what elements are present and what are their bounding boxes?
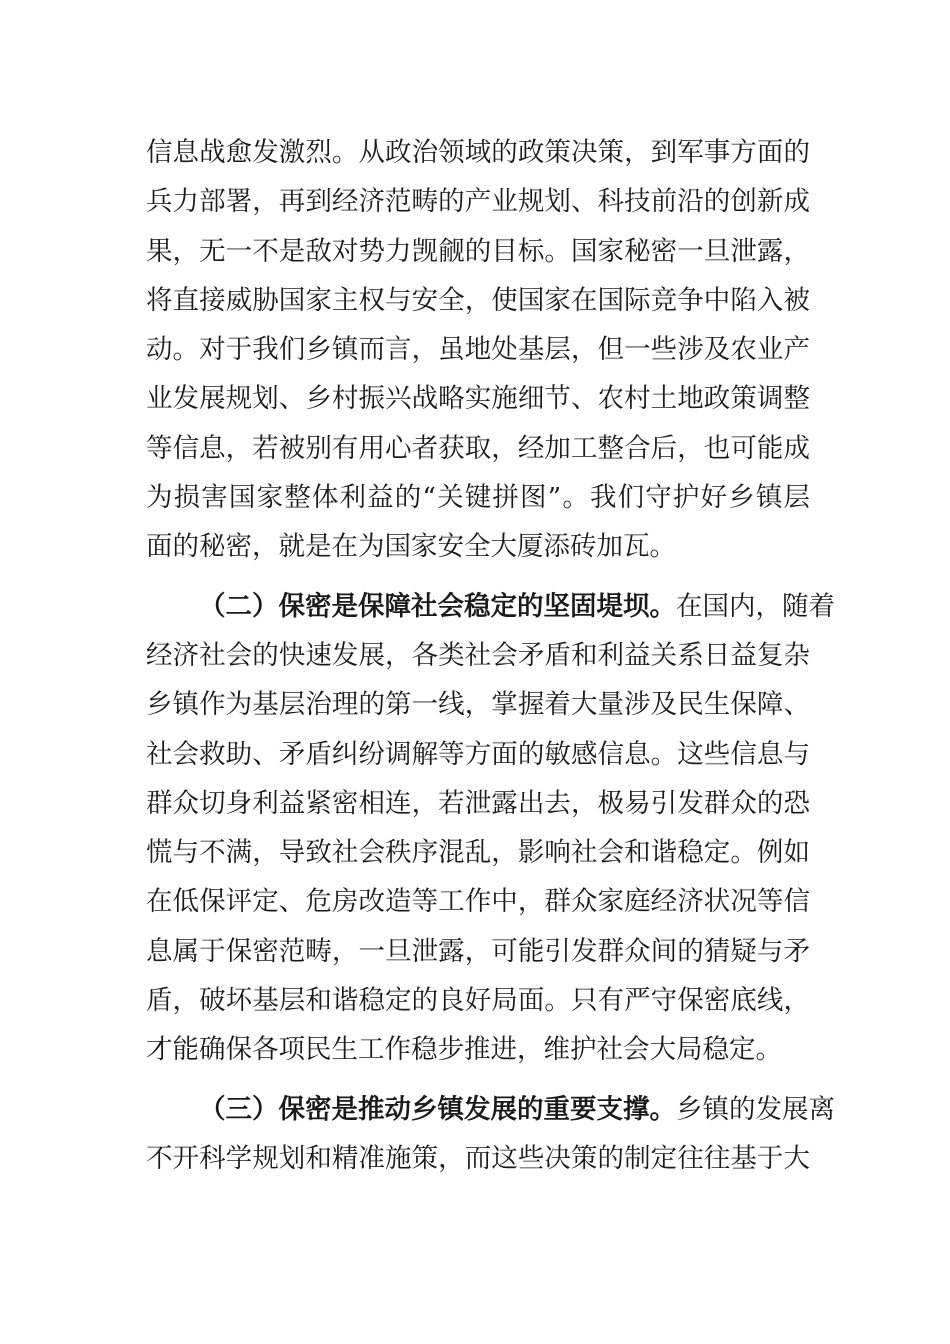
paragraph-line: 经济社会的快速发展，各类社会矛盾和利益关系日益复杂 (146, 639, 810, 671)
paragraph-first-line (146, 582, 835, 631)
paragraph-line: 信息战愈发激烈。从政治领域的政策决策，到军事方面的 (146, 137, 810, 168)
paragraph-line: 群众切身利益紧密相连，若泄露出去，极易引发群众的恐 (146, 787, 810, 819)
paragraph-spacer (146, 572, 810, 582)
paragraph-line: 不开科学规划和精准施策，而这些决策的制定往往基于大 (146, 1142, 810, 1174)
paragraph-line: 业发展规划、乡村振兴战略实施细节、农村土地政策调整 (146, 383, 810, 415)
paragraph-line: 面的秘密，就是在为国家安全大厦添砖加瓦。 (146, 531, 676, 563)
paragraph-line: 动。对于我们乡镇而言，虽地处基层，但一些涉及农业产 (146, 334, 810, 366)
paragraph-spacer (146, 1075, 810, 1085)
paragraph-line: 息属于保密范畴，一旦泄露，可能引发群众间的猜疑与矛 (146, 935, 810, 967)
paragraph-line: 才能确保各项民生工作稳步推进，维护社会大局稳定。 (146, 1034, 782, 1066)
paragraph-line: 在低保评定、危房改造等工作中，群众家庭经济状况等信 (146, 886, 810, 918)
paragraph-line: 将直接威胁国家主权与安全，使国家在国际竞争中陷入被 (146, 284, 810, 316)
section-heading-3: （三）保密是推动乡镇发展的重要支撑。 (199, 1093, 676, 1125)
paragraph-2 (146, 582, 835, 1075)
paragraph-text: 乡镇的发展离 (676, 1093, 835, 1125)
paragraph-1 (146, 128, 810, 572)
section-heading-2: （二）保密是保障社会稳定的坚固堤坝。 (199, 590, 676, 622)
paragraph-3 (146, 1085, 835, 1184)
paragraph-line: 兵力部署，再到经济范畴的产业规划、科技前沿的创新成 (146, 186, 810, 218)
paragraph-line: 为损害国家整体利益的“关键拼图”。我们守护好乡镇层 (146, 482, 810, 514)
document-body (146, 128, 835, 1183)
paragraph-line: 社会救助、矛盾纠纷调解等方面的敏感信息。这些信息与 (146, 738, 810, 770)
paragraph-line: 慌与不满，导致社会秩序混乱，影响社会和谐稳定。例如 (146, 837, 810, 869)
paragraph-line: 果，无一不是敌对势力觊觎的目标。国家秘密一旦泄露， (146, 235, 810, 267)
paragraph-line: 等信息，若被别有用心者获取，经加工整合后，也可能成 (146, 432, 810, 464)
paragraph-line: 乡镇作为基层治理的第一线，掌握着大量涉及民生保障、 (146, 689, 810, 721)
paragraph-line: 盾，破坏基层和谐稳定的良好局面。只有严守保密底线， (146, 985, 810, 1017)
paragraph-first-line (146, 1085, 835, 1134)
paragraph-text: 在国内，随着 (676, 590, 835, 622)
